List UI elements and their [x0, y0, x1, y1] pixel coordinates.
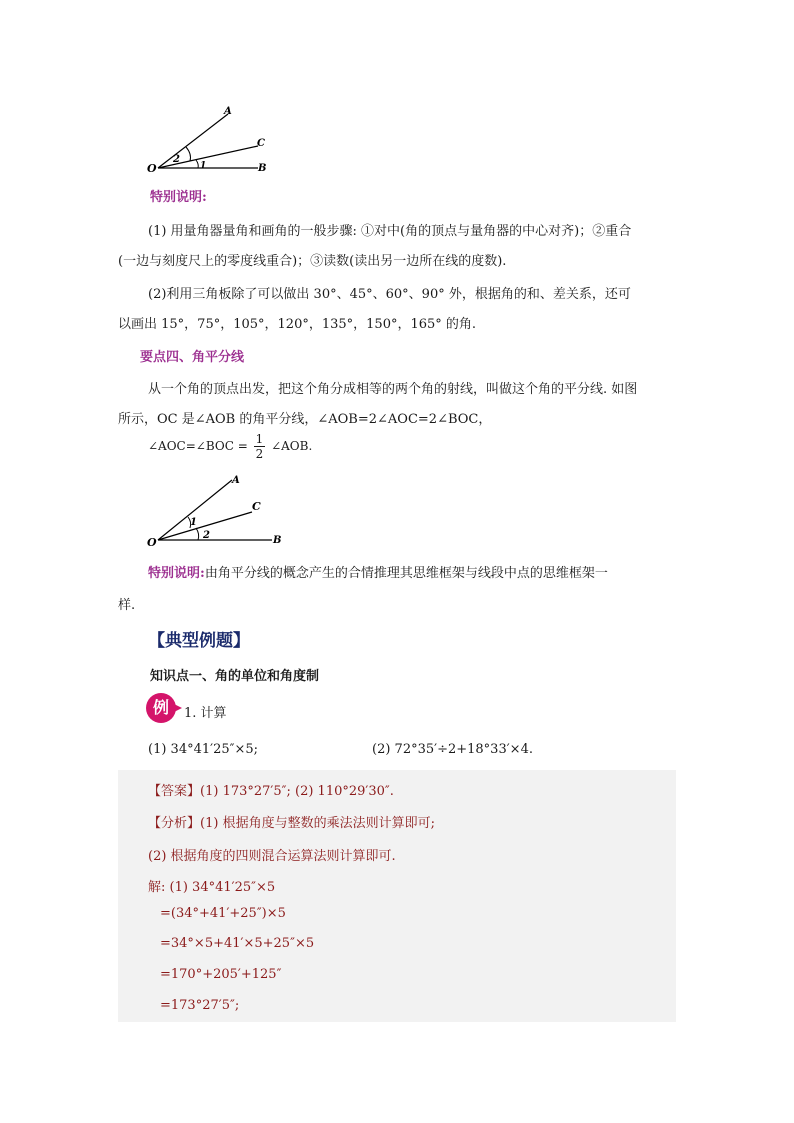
examples-heading: 【典型例题】 [148, 631, 250, 651]
angle-bisector-figure [140, 470, 300, 550]
label-A: A [224, 106, 232, 117]
section4-line1: 从一个角的顶点出发，把这个角分成相等的两个角的射线，叫做这个角的平分线. 如图 [148, 382, 638, 397]
section4-line2: 所示，OC 是∠AOB 的角平分线，∠AOB=2∠AOC=2∠BOC， [118, 412, 492, 427]
answer-box [118, 770, 676, 1022]
note2-line1 [148, 562, 608, 581]
fraction-numerator: 1 [255, 432, 264, 446]
note1-line1: (1) 用量角器量角和画角的一般步骤: ①对中(角的顶点与量角器的中心对齐)；②重合 [148, 224, 632, 239]
formula-left: ∠AOC=∠BOC = [148, 439, 248, 453]
angle-figure-1 [140, 100, 280, 180]
problem-part2: (2) 72°35′÷2+18°33′×4. [372, 742, 533, 757]
label-O: O [147, 536, 157, 549]
label-C: C [252, 500, 261, 513]
note1-line3: (2)利用三角板除了可以做出 30°、45°、60°、90° 外，根据角的和、差关系，还可 [148, 287, 631, 302]
fraction-denominator: 2 [255, 447, 264, 461]
knowledge-point-heading: 知识点一、角的单位和角度制 [150, 669, 320, 684]
label-B: B [258, 163, 267, 174]
note1-line2: (一边与刻度尺上的零度线重合)；③读数(读出另一边所在线的度数). [118, 254, 507, 269]
note2-title: 特别说明: [148, 566, 205, 581]
label-C: C [257, 138, 265, 149]
analysis-line2: (2) 根据角度的四则混合运算法则计算即可. [148, 849, 396, 864]
bisector-formula [148, 432, 312, 461]
note2-line2: 样. [118, 598, 136, 613]
solution-line3: =34°×5+41′×5+25″×5 [160, 936, 315, 951]
answer-label: 【答案】 [148, 784, 201, 799]
fraction-one-half [254, 432, 266, 461]
solution-line2: =(34°+41′+25″)×5 [160, 906, 286, 921]
problem-title: 1. 计算 [184, 706, 227, 721]
note2-text: 由角平分线的概念产生的合情推理其思维框架与线段中点的思维框架一 [204, 566, 608, 581]
solution-line4: =170°+205′+125″ [160, 967, 282, 982]
analysis-text1: (1) 根据角度与整数的乘法法则计算即可; [200, 816, 435, 831]
analysis-label: 【分析】 [148, 816, 201, 831]
label-A: A [232, 475, 240, 486]
angle-label-2: 2 [203, 530, 210, 541]
answer-line [148, 780, 394, 799]
section4-heading: 要点四、角平分线 [140, 350, 245, 365]
example-badge: 例 [146, 693, 176, 723]
label-O: O [147, 162, 157, 175]
note1-title: 特别说明: [150, 190, 207, 205]
angle-label-1: 1 [200, 161, 207, 171]
formula-right: ∠AOB. [271, 439, 313, 453]
angle-label-2: 2 [173, 154, 180, 165]
solution-line1: 解: (1) 34°41′25″×5 [148, 880, 276, 895]
solution-line5: =173°27′5″; [160, 998, 240, 1013]
analysis-line1 [148, 812, 435, 831]
note1-line4: 以画出 15°，75°，105°，120°，135°，150°，165° 的角. [118, 317, 477, 332]
angle-label-1: 1 [190, 517, 197, 528]
label-B: B [273, 535, 282, 546]
answer-text: (1) 173°27′5″; (2) 110°29′30″. [200, 784, 394, 799]
problem-part1: (1) 34°41′25″×5; [148, 742, 259, 757]
